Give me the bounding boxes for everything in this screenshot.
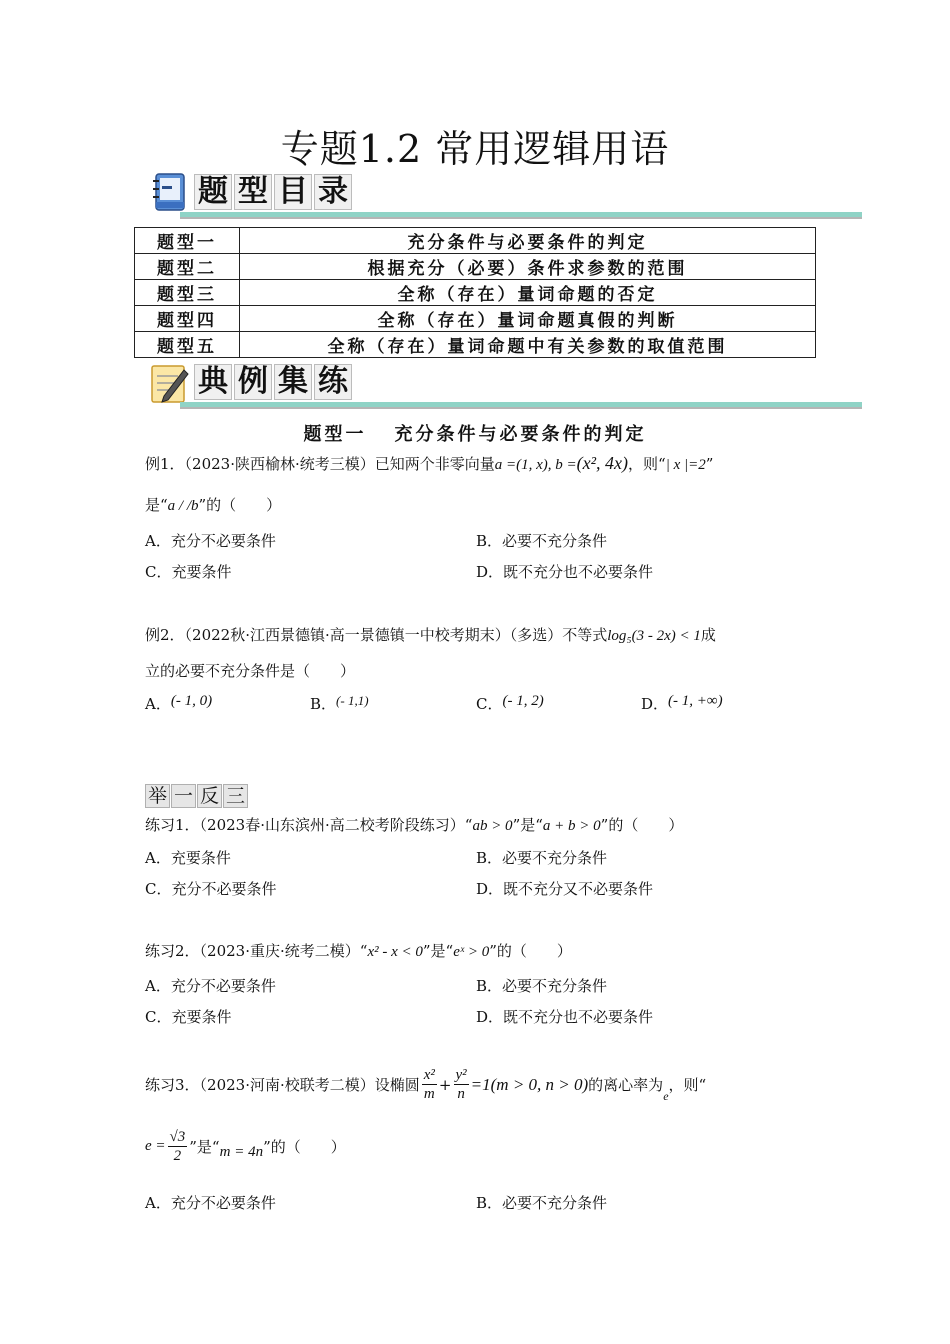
practice-tag: 举 一 反 三	[145, 784, 249, 808]
example-1-option-d[interactable]: D．既不充分也不必要条件	[476, 563, 654, 581]
example-2-option-a[interactable]: A．(- 1, 0)	[145, 693, 213, 713]
catalog-banner-title: 题 型 目 录	[194, 174, 354, 210]
example-2-option-d[interactable]: D．(- 1, +∞)	[641, 693, 723, 713]
example-1-option-a[interactable]: A．充分不必要条件	[145, 532, 276, 550]
example-2-option-c[interactable]: C．(- 1, 2)	[476, 693, 544, 713]
practice-3-stem: 练习3．（2023·河南·校联考二模）设椭圆 $\frac{\text{x²}}{m}$ + $\frac{\text{y²}}{n}$ =1(m > 0, n > 0) 的离心率为 e ，则“	[145, 1067, 707, 1103]
examples-banner-title: 典 例 集 练	[194, 364, 354, 400]
section-heading: 题型一 充分条件与必要条件的判定	[303, 424, 647, 445]
practice-2-option-a[interactable]: A．充分不必要条件	[145, 977, 276, 995]
example-2-option-b[interactable]: B．(- 1,1)	[310, 693, 369, 713]
practice-1-option-b[interactable]: B．必要不充分条件	[476, 849, 608, 867]
practice-2-option-c[interactable]: C．充要条件	[145, 1008, 232, 1026]
notebook-icon	[150, 172, 190, 214]
table-row: 题型三 全称（存在）量词命题的否定	[135, 280, 816, 306]
practice-1-option-a[interactable]: A．充要条件	[145, 849, 231, 867]
banner-underline	[180, 212, 862, 219]
fraction: $\frac{\text{x²}}{m}$	[423, 1067, 435, 1102]
fraction: $\frac{√3}{2}$	[169, 1129, 186, 1164]
example-1-stem-line2: 是“a / /b”的（ ）	[145, 496, 282, 514]
page-title: 专题1.2 常用逻辑用语	[280, 127, 670, 171]
example-2-stem: 例2．（2022秋·江西景德镇·高一景德镇一中校考期末）（多选）不等式log₅(3 - 2x) < 1成	[145, 626, 716, 644]
pencil-paper-icon	[150, 362, 190, 404]
practice-1-stem: 练习1．（2023春·山东滨州·高二校考阶段练习）“ab > 0”是“a + b > 0”的（ ）	[145, 816, 684, 834]
practice-2-stem: 练习2．（2023·重庆·统考二模）“x² - x < 0”是“eˣ > 0”的（ ）	[145, 942, 572, 960]
practice-1-option-c[interactable]: C．充分不必要条件	[145, 880, 277, 898]
practice-3-stem-line2: e = $\frac{√3}{2}$ ”是“ m = 4n ”的（ ）	[145, 1129, 346, 1164]
examples-banner	[150, 362, 862, 412]
banner-underline	[180, 402, 862, 409]
fraction: $\frac{\text{y²}}{n}$	[455, 1067, 467, 1102]
practice-3-option-b[interactable]: B．必要不充分条件	[476, 1194, 608, 1212]
table-row: 题型二 根据充分（必要）条件求参数的范围	[135, 254, 816, 280]
question-types-table	[134, 227, 816, 358]
table-row: 题型一 充分条件与必要条件的判定	[135, 228, 816, 254]
example-1-option-c[interactable]: C．充要条件	[145, 563, 232, 581]
example-1-option-b[interactable]: B．必要不充分条件	[476, 532, 608, 550]
table-row: 题型四 全称（存在）量词命题真假的判断	[135, 306, 816, 332]
example-2-stem-line2: 立的必要不充分条件是（ ）	[145, 662, 356, 680]
practice-1-option-d[interactable]: D．既不充分又不必要条件	[476, 880, 654, 898]
practice-2-option-b[interactable]: B．必要不充分条件	[476, 977, 608, 995]
catalog-banner	[150, 172, 862, 222]
table-row: 题型五 全称（存在）量词命题中有关参数的取值范围	[135, 332, 816, 358]
practice-2-option-d[interactable]: D．既不充分也不必要条件	[476, 1008, 654, 1026]
example-1-stem: 例1．（2023·陕西榆林·统考三模）已知两个非零向量a =(1, x), b =(x², 4x)，则“| x |=2”	[145, 453, 714, 473]
practice-3-option-a[interactable]: A．充分不必要条件	[145, 1194, 276, 1212]
